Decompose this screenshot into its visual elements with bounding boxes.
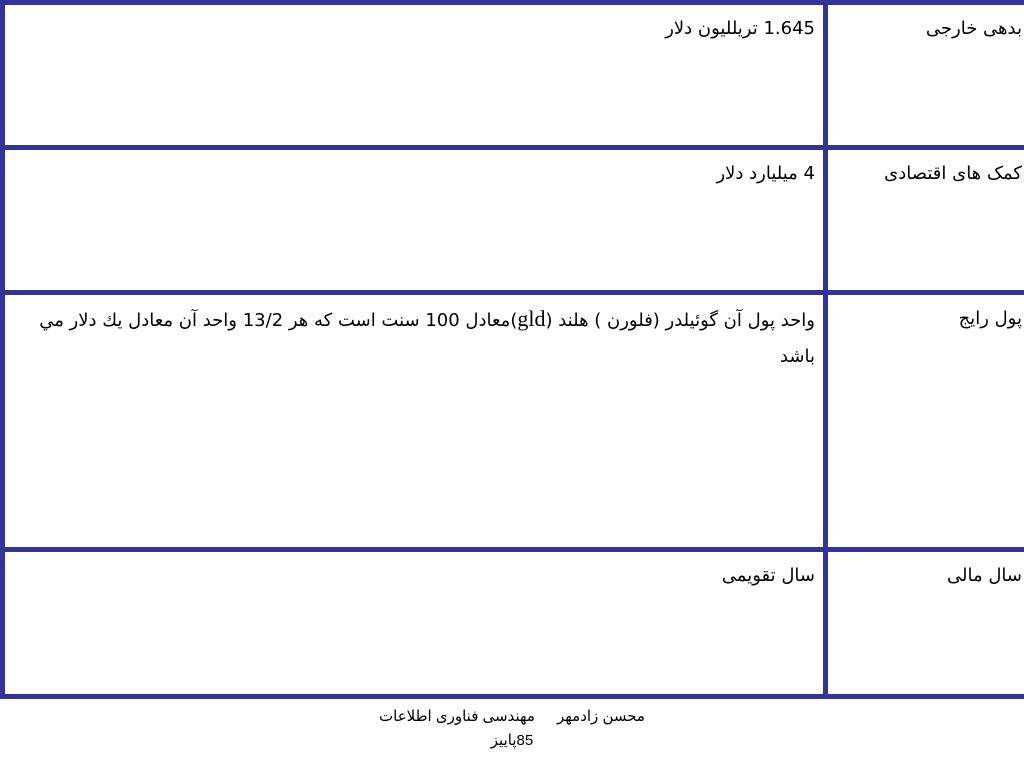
footer xyxy=(0,705,1024,753)
economic-aid-label: کمک های اقتصادی xyxy=(826,148,1024,293)
fiscal-year-value: سال تقویمی xyxy=(3,550,826,697)
table-row-fiscal-year xyxy=(3,550,1024,697)
table-row-economic-aid xyxy=(3,148,1024,293)
footer-line-1 xyxy=(0,705,1024,729)
external-debt-label: بدهی خارجی xyxy=(826,3,1024,148)
footer-department: مهندسی فناوری اطلاعات xyxy=(379,708,535,725)
currency-label: پول رايج xyxy=(826,293,1024,550)
currency-code: gld xyxy=(517,306,546,331)
external-debt-value: 1.645 تريلليون دلار xyxy=(3,3,826,148)
currency-value-part2: )معادل 100 سنت است که هر 13/2 واحد آن معادل يك دلار مي باشد xyxy=(39,310,815,367)
economic-aid-value: 4 ميليارد دلار xyxy=(3,148,826,293)
footer-author: محسن زادمهر xyxy=(556,708,645,725)
footer-term: 85پاییز xyxy=(490,732,534,749)
table-row-currency xyxy=(3,293,1024,550)
currency-value xyxy=(3,293,826,550)
currency-value-part1: واحد پول آن گوئيلدر (فلورن ) هلند ( xyxy=(545,310,815,331)
table-row-external-debt xyxy=(3,3,1024,148)
fiscal-year-label: سال مالی xyxy=(826,550,1024,697)
